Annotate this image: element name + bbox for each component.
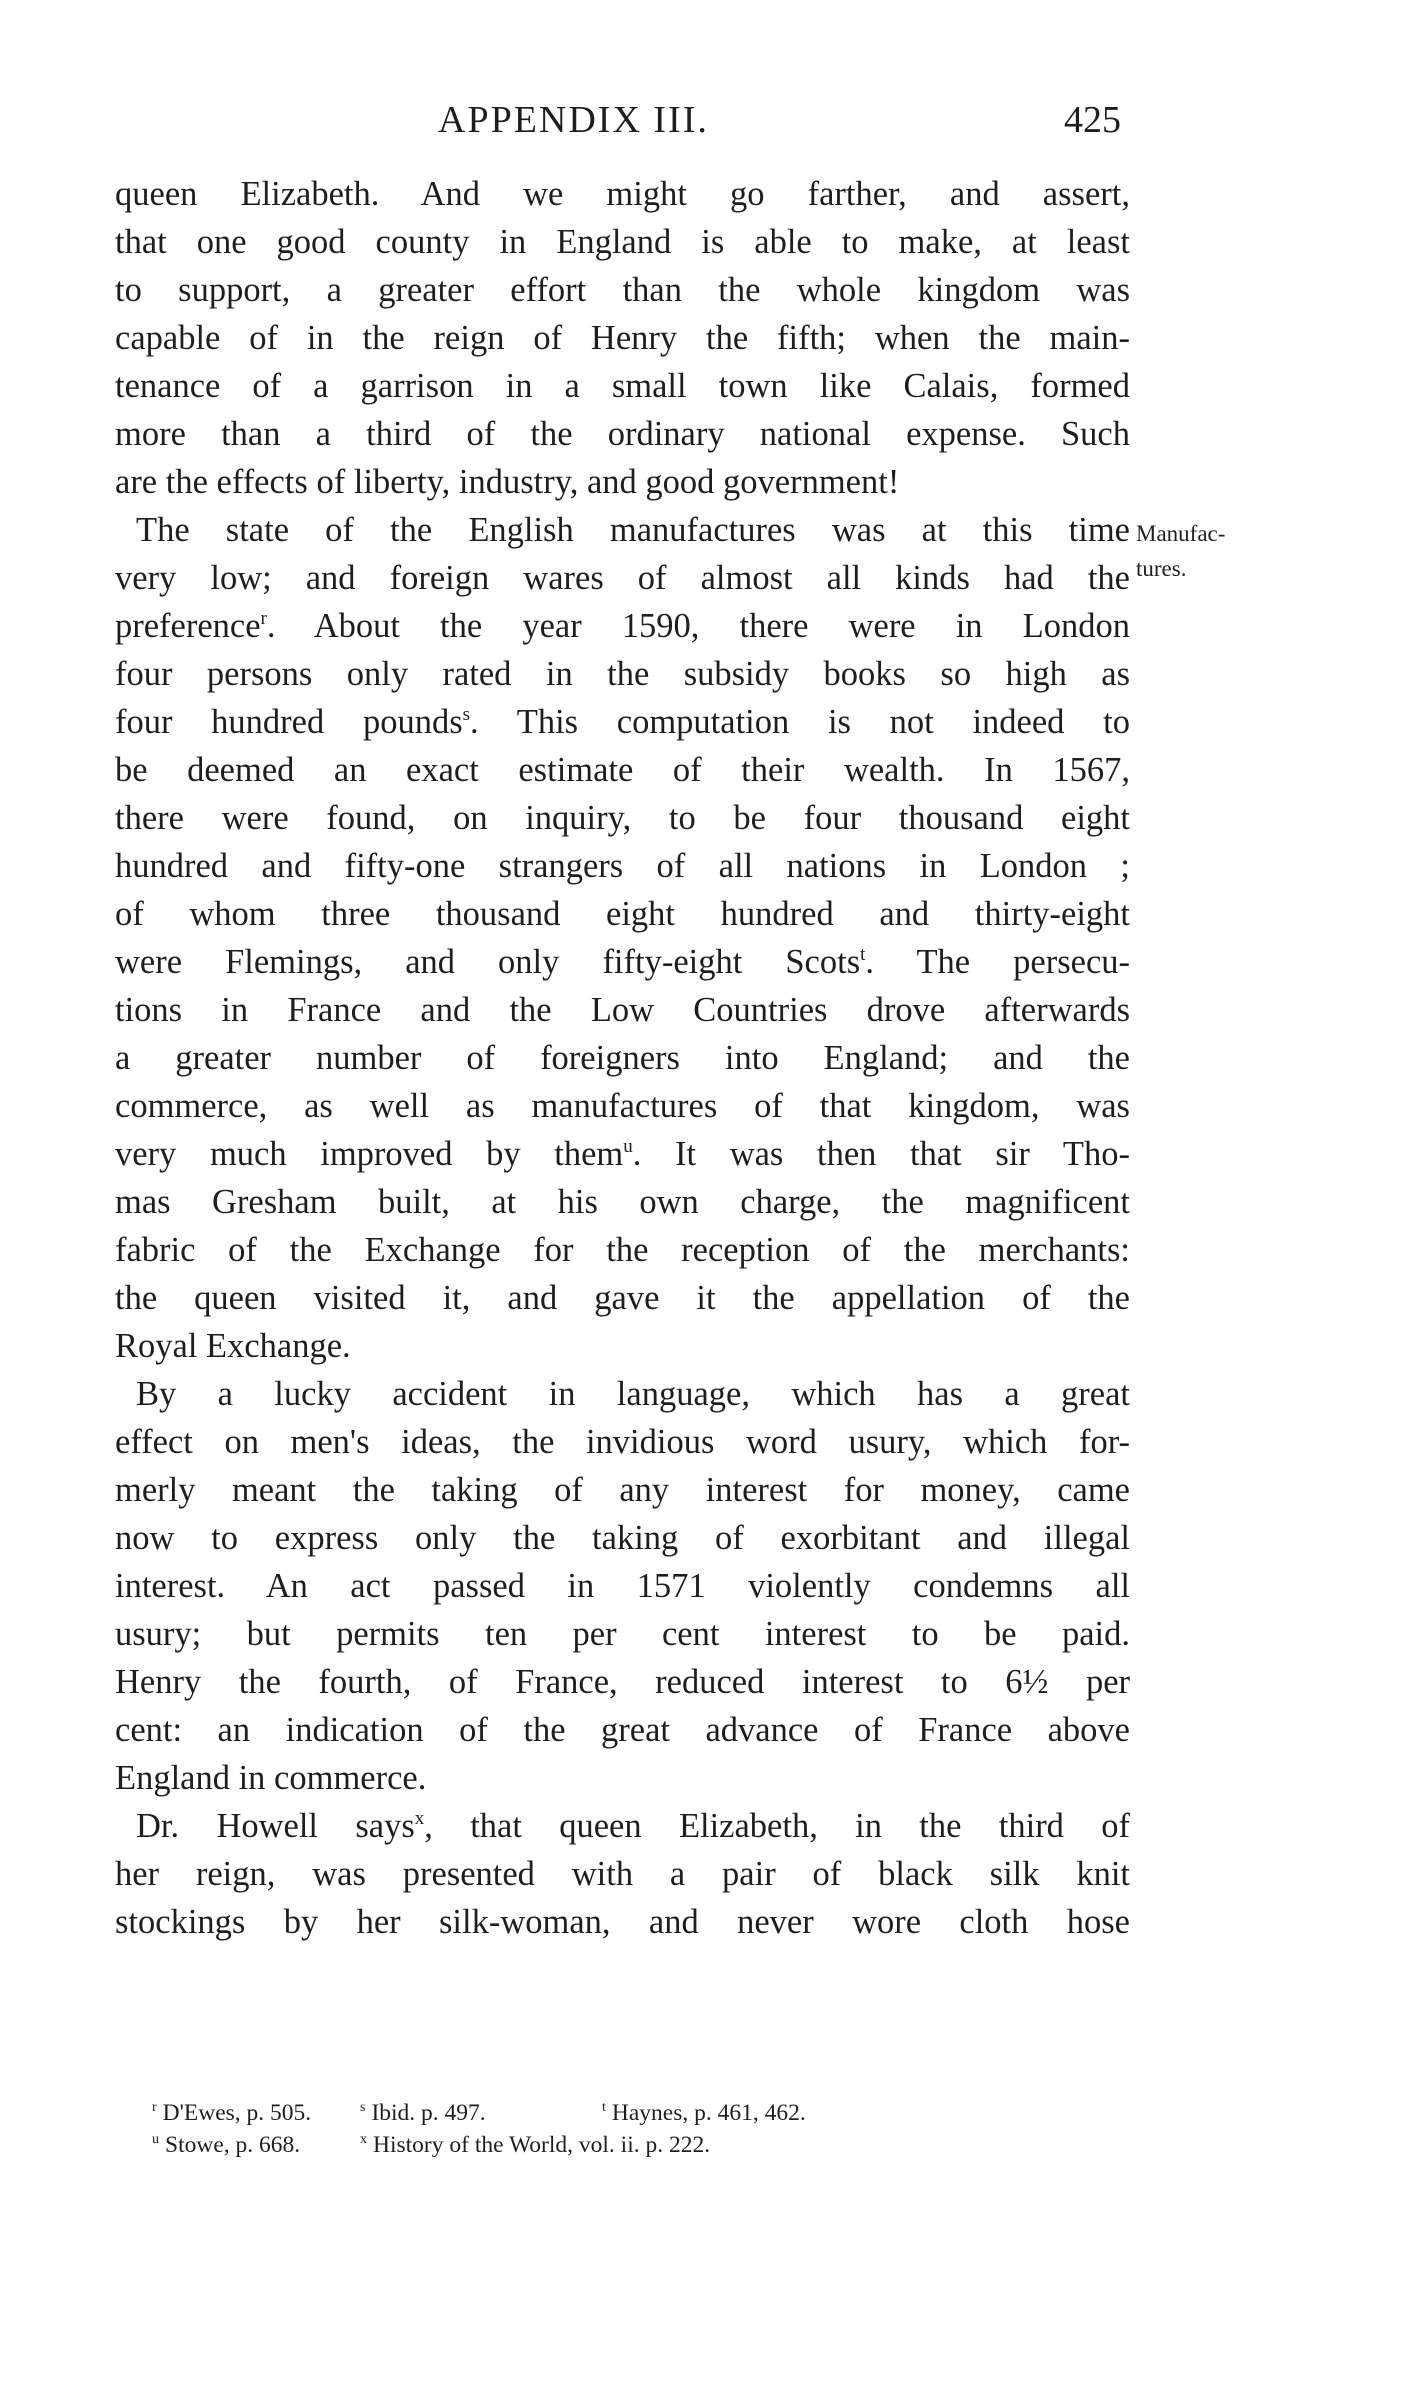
line-segment: . This computation is not indeed to bbox=[470, 703, 1130, 741]
text-line: her reign, was presented with a pair of black silk knit bbox=[115, 1855, 1130, 1893]
footnote-mark: x bbox=[360, 2132, 367, 2147]
text-line: interest. An act passed in 1571 violently condemns all bbox=[115, 1567, 1130, 1605]
text-line: that one good county in England is able to make, at least bbox=[115, 223, 1130, 261]
footnote-u bbox=[152, 2130, 300, 2160]
footnote-ref-s: s bbox=[462, 704, 471, 725]
footnote-ref-u: u bbox=[623, 1136, 633, 1157]
line-segment: . About the year 1590, there were in London bbox=[266, 607, 1130, 645]
text-line: of whom three thousand eight hundred and thirty-eight bbox=[115, 895, 1130, 933]
footnote-s bbox=[360, 2098, 486, 2128]
text-line: tions in France and the Low Countries drove afterwards bbox=[115, 991, 1130, 1029]
page-header bbox=[0, 98, 1421, 158]
text-line bbox=[115, 698, 1130, 746]
line-segment: preference bbox=[115, 607, 261, 645]
footnote-x bbox=[360, 2130, 710, 2160]
text-line: commerce, as well as manufactures of that kingdom, was bbox=[115, 1087, 1130, 1125]
footnote-ref-t: t bbox=[860, 944, 866, 965]
text-line: more than a third of the ordinary national expense. Such bbox=[115, 415, 1130, 453]
text-line: Royal Exchange. bbox=[115, 1327, 351, 1365]
line-segment: Dr. Howell says bbox=[136, 1807, 415, 1845]
text-line: usury; but permits ten per cent interest to be paid. bbox=[115, 1615, 1130, 1653]
line-segment: were Flemings, and only fifty-eight Scots bbox=[115, 943, 861, 981]
line-segment: . It was then that sir Tho- bbox=[632, 1135, 1130, 1173]
footnote-ref-x: x bbox=[414, 1808, 425, 1829]
text-line: there were found, on inquiry, to be four thousand eight bbox=[115, 799, 1130, 837]
footnote-text: History of the World, vol. ii. p. 222. bbox=[373, 2132, 711, 2158]
text-line: tenance of a garrison in a small town like Calais, formed bbox=[115, 367, 1130, 405]
line-segment: very much improved by them bbox=[115, 1135, 624, 1173]
text-line: four persons only rated in the subsidy books so high as bbox=[115, 655, 1130, 693]
line-segment: . The persecu- bbox=[865, 943, 1130, 981]
text-line: By a lucky accident in language, which has a great bbox=[136, 1375, 1130, 1413]
text-line: now to express only the taking of exorbitant and illegal bbox=[115, 1519, 1130, 1557]
footnote-mark: u bbox=[152, 2132, 159, 2147]
footnote-mark: t bbox=[602, 2100, 606, 2115]
running-title: APPENDIX III. bbox=[438, 99, 709, 141]
text-line: The state of the English manufactures was at this time bbox=[136, 511, 1130, 549]
text-line: merly meant the taking of any interest for money, came bbox=[115, 1471, 1130, 1509]
line-segment: , that queen Elizabeth, in the third of bbox=[424, 1807, 1130, 1845]
footnote-text: D'Ewes, p. 505. bbox=[162, 2100, 312, 2126]
footnote-text: Ibid. p. 497. bbox=[371, 2100, 486, 2126]
footnote-text: Stowe, p. 668. bbox=[165, 2132, 301, 2158]
text-line: effect on men's ideas, the invidious word usury, which for- bbox=[115, 1423, 1130, 1461]
text-line: mas Gresham built, at his own charge, the magnificent bbox=[115, 1183, 1130, 1221]
text-line: Henry the fourth, of France, reduced interest to 6½ per bbox=[115, 1663, 1130, 1701]
text-line: cent: an indication of the great advance of France above bbox=[115, 1711, 1130, 1749]
text-line: be deemed an exact estimate of their wealth. In 1567, bbox=[115, 751, 1130, 789]
text-line: very low; and foreign wares of almost all kinds had the bbox=[115, 559, 1130, 597]
text-line bbox=[115, 1130, 1130, 1178]
text-line: capable of in the reign of Henry the fifth; when the main- bbox=[115, 319, 1130, 357]
text-line: fabric of the Exchange for the reception of the merchants: bbox=[115, 1231, 1130, 1269]
text-line: hundred and fifty-one strangers of all nations in London ; bbox=[115, 847, 1130, 885]
text-line: are the effects of liberty, industry, and good government! bbox=[115, 463, 900, 501]
margin-note: tures. bbox=[1136, 556, 1187, 581]
margin-note: Manufac- bbox=[1136, 521, 1226, 546]
footnote-ref-r: r bbox=[260, 608, 267, 629]
footnote-mark: r bbox=[152, 2100, 157, 2115]
page-number: 425 bbox=[1064, 99, 1121, 141]
text-line: a greater number of foreigners into England; and the bbox=[115, 1039, 1130, 1077]
footnote-t bbox=[602, 2098, 806, 2128]
text-line: stockings by her silk-woman, and never wore cloth hose bbox=[115, 1903, 1130, 1941]
text-line: England in commerce. bbox=[115, 1759, 427, 1797]
text-line bbox=[136, 1802, 1130, 1850]
footnote-r bbox=[152, 2098, 311, 2128]
text-line: the queen visited it, and gave it the appellation of the bbox=[115, 1279, 1130, 1317]
text-line: to support, a greater effort than the whole kingdom was bbox=[115, 271, 1130, 309]
footnote-mark: s bbox=[360, 2100, 366, 2115]
footnote-text: Haynes, p. 461, 462. bbox=[611, 2100, 806, 2126]
line-segment: four hundred pounds bbox=[115, 703, 463, 741]
text-line: queen Elizabeth. And we might go farther, and assert, bbox=[115, 175, 1130, 213]
text-line bbox=[115, 602, 1130, 650]
text-line bbox=[115, 938, 1130, 986]
